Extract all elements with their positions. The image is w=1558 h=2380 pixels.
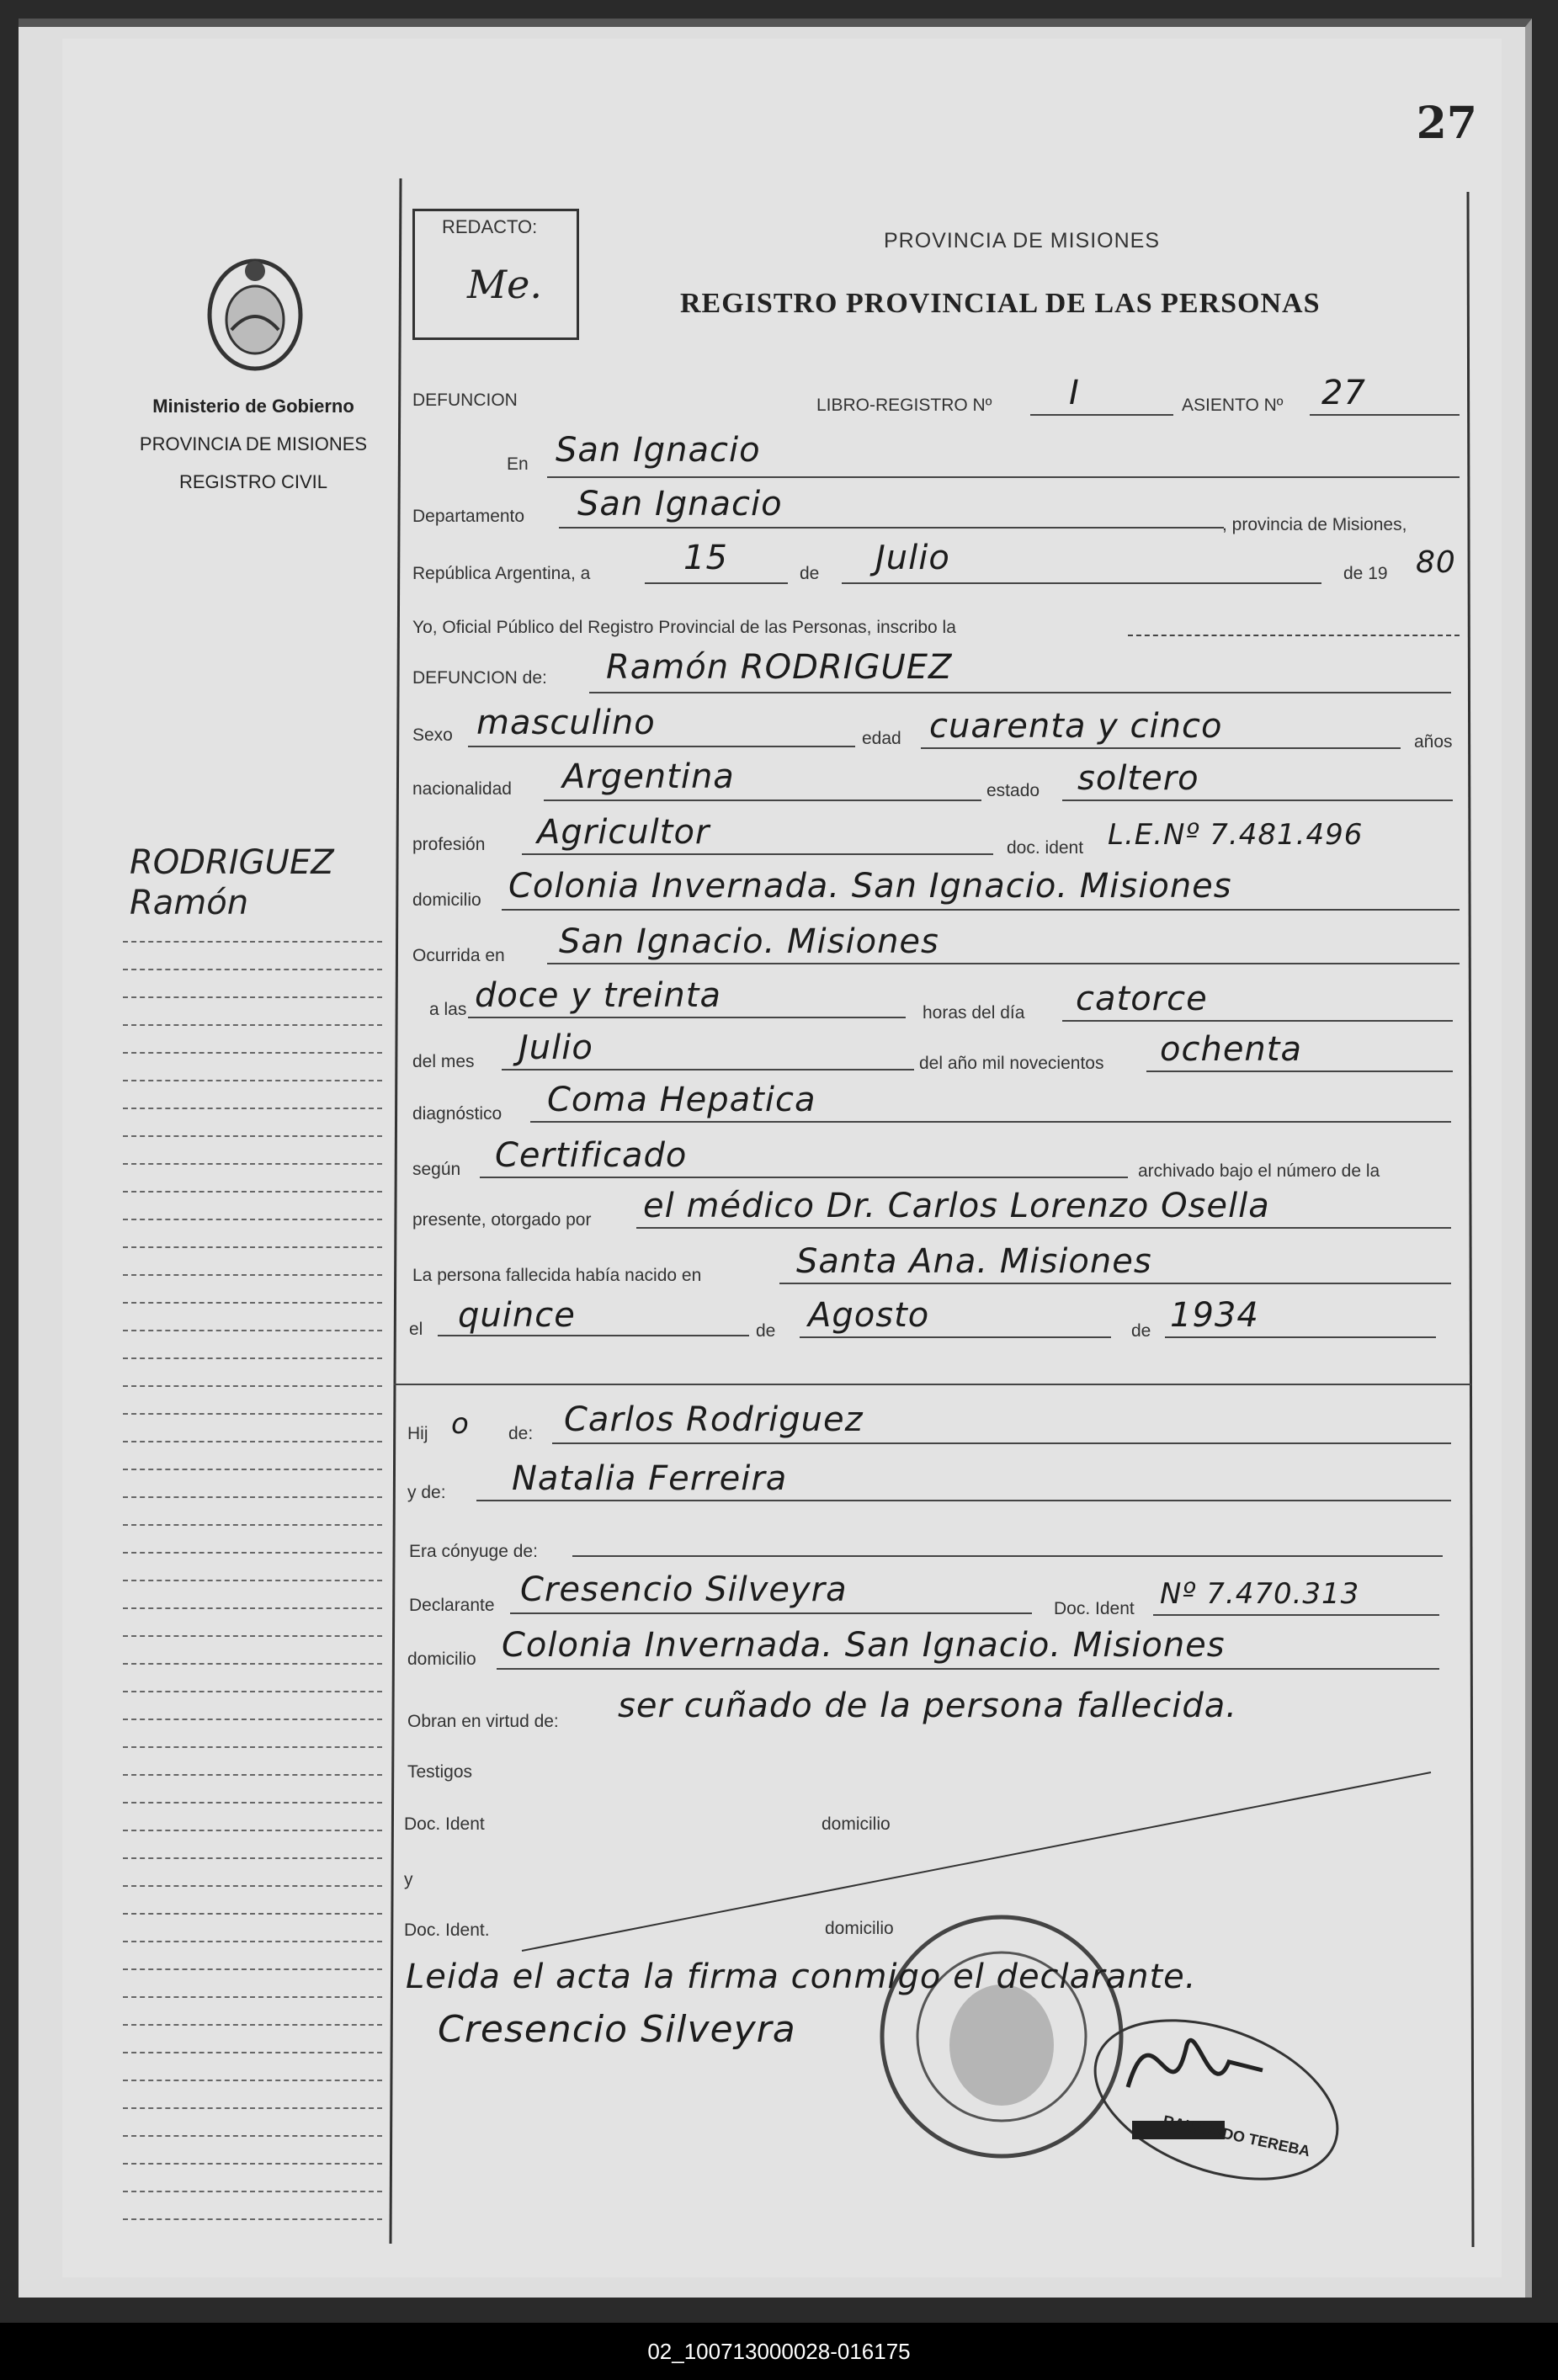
margin-rule xyxy=(123,1635,382,1637)
margin-rule xyxy=(123,2135,382,2137)
label-archivado: archivado bajo el número de la xyxy=(1138,1161,1380,1181)
margin-rule xyxy=(123,1830,382,1831)
margin-rule xyxy=(123,2163,382,2165)
value-decl-domicilio: Colonia Invernada. San Ignacio. Misiones xyxy=(502,1626,1226,1665)
ministry-registry: REGISTRO CIVIL xyxy=(178,471,328,492)
margin-rule xyxy=(123,2107,382,2109)
left-form-border xyxy=(391,178,401,2244)
value-profesion: Agricultor xyxy=(537,813,710,852)
label-de-nac: de xyxy=(756,1321,776,1341)
label-a-las: a las xyxy=(429,1000,467,1019)
label-conyuge: Era cónyuge de: xyxy=(409,1542,538,1561)
value-hij-suffix: o xyxy=(451,1407,470,1441)
margin-rule xyxy=(123,1774,382,1776)
margin-rule xyxy=(123,1191,382,1193)
label-departamento: Departamento xyxy=(412,507,525,526)
margin-rule xyxy=(123,1524,382,1526)
value-asiento: 27 xyxy=(1321,374,1366,412)
redacto-box xyxy=(412,209,579,340)
label-provincia: , provincia de Misiones, xyxy=(1222,515,1407,534)
ministry-province: PROVINCIA DE MISIONES xyxy=(139,433,368,454)
margin-rule xyxy=(123,941,382,943)
margin-rule xyxy=(123,2218,382,2220)
label-horas: horas del día xyxy=(923,1003,1025,1023)
margin-rule xyxy=(123,1274,382,1276)
value-diagnostico: Coma Hepatica xyxy=(547,1081,816,1119)
label-de: de xyxy=(800,564,820,583)
label-edad: edad xyxy=(862,729,901,748)
label-estado: estado xyxy=(986,781,1040,800)
label-anos: años xyxy=(1414,732,1453,752)
label-doc-ident3: Doc. Ident xyxy=(404,1814,485,1834)
label-y: y xyxy=(404,1870,413,1889)
margin-rule xyxy=(123,1607,382,1609)
value-dia: 15 xyxy=(683,539,728,577)
margin-rule xyxy=(123,1913,382,1915)
margin-rule xyxy=(123,1802,382,1804)
margin-rule xyxy=(123,1080,382,1081)
label-testigos: Testigos xyxy=(407,1762,473,1782)
value-mes-muerte: Julio xyxy=(518,1028,593,1067)
label-defuncion-de: DEFUNCION de: xyxy=(412,668,547,688)
value-decl-doc: Nº 7.470.313 xyxy=(1160,1577,1360,1611)
label-republica: República Argentina, a xyxy=(412,564,591,583)
margin-rule xyxy=(123,1996,382,1998)
label-del-mes: del mes xyxy=(412,1052,475,1071)
stamp-text: RAIMUNDO TEREBA xyxy=(1161,2112,1312,2160)
official-stamp xyxy=(882,1917,1121,2156)
label-domicilio: domicilio xyxy=(412,890,481,910)
margin-rule xyxy=(123,1413,382,1415)
right-form-border xyxy=(1468,192,1473,2247)
value-nac-ano: 1934 xyxy=(1170,1296,1259,1335)
label-doc-ident4: Doc. Ident. xyxy=(404,1920,490,1940)
margin-rule xyxy=(123,1857,382,1859)
margin-rule xyxy=(123,1941,382,1942)
value-dia-muerte: catorce xyxy=(1076,980,1208,1018)
margin-rule xyxy=(123,2052,382,2053)
label-domicilio2: domicilio xyxy=(407,1650,476,1669)
value-ano: 80 xyxy=(1416,545,1456,580)
label-del-ano: del año mil novecientos xyxy=(919,1054,1104,1073)
margin-rule xyxy=(123,2191,382,2192)
margin-rule xyxy=(123,1385,382,1387)
margin-rule xyxy=(123,969,382,970)
margin-rule xyxy=(123,1246,382,1248)
label-profesion: profesión xyxy=(412,835,486,854)
label-de-19: de 19 xyxy=(1343,564,1388,583)
margin-rule xyxy=(123,1663,382,1665)
label-libro: LIBRO-REGISTRO Nº xyxy=(816,396,992,415)
value-domicilio: Colonia Invernada. San Ignacio. Misiones xyxy=(508,867,1232,906)
label-y-de: y de: xyxy=(407,1483,446,1502)
official-signature xyxy=(1073,1990,1359,2209)
label-nacionalidad: nacionalidad xyxy=(412,779,512,799)
value-medico: el médico Dr. Carlos Lorenzo Osella xyxy=(643,1187,1270,1225)
margin-rule xyxy=(123,1746,382,1748)
header-province: PROVINCIA DE MISIONES xyxy=(884,229,1161,252)
value-obran: ser cuñado de la persona fallecida. xyxy=(618,1687,1237,1725)
value-madre: Natalia Ferreira xyxy=(512,1459,788,1498)
label-nacido: La persona fallecida había nacido en xyxy=(412,1266,702,1285)
margin-rule xyxy=(123,996,382,998)
label-de-padre: de: xyxy=(508,1424,534,1443)
value-nombre: Ramón RODRIGUEZ xyxy=(606,648,953,687)
header-registry: REGISTRO PROVINCIAL DE LAS PERSONAS xyxy=(680,288,1321,319)
value-doc: L.E.Nº 7.481.496 xyxy=(1108,818,1364,852)
label-yo: Yo, Oficial Público del Registro Provincial de las Personas, inscribo la xyxy=(412,618,956,637)
margin-rule xyxy=(123,1163,382,1165)
label-el: el xyxy=(409,1320,423,1339)
margin-rule xyxy=(123,1135,382,1137)
margin-given-name: Ramón xyxy=(130,884,249,922)
margin-rule xyxy=(123,1052,382,1054)
margin-rule xyxy=(123,1302,382,1304)
label-de-nac-ano: de xyxy=(1131,1321,1151,1341)
margin-rule xyxy=(123,1469,382,1470)
coat-of-arms-icon xyxy=(210,261,300,369)
margin-rule xyxy=(123,1219,382,1220)
value-estado: soltero xyxy=(1077,759,1199,798)
margin-rule xyxy=(123,1357,382,1359)
declarant-signature: Cresencio Silveyra xyxy=(438,2008,796,2051)
margin-rule xyxy=(123,1552,382,1554)
label-segun: según xyxy=(412,1160,461,1179)
value-sexo: masculino xyxy=(476,704,656,742)
value-hora: doce y treinta xyxy=(475,976,721,1015)
label-domicilio3: domicilio xyxy=(822,1814,891,1834)
void-line xyxy=(522,1772,1431,1951)
value-cierre: Leida el acta la firma conmigo el declarante. xyxy=(406,1958,1197,1996)
label-defuncion: DEFUNCION xyxy=(412,390,518,410)
label-sexo: Sexo xyxy=(412,725,453,745)
margin-surname: RODRIGUEZ xyxy=(130,843,334,882)
label-presente: presente, otorgado por xyxy=(412,1210,592,1230)
label-domicilio4: domicilio xyxy=(825,1919,894,1938)
value-ocurrida: San Ignacio. Misiones xyxy=(559,922,939,961)
label-doc-ident: doc. ident xyxy=(1007,838,1084,858)
label-en: En xyxy=(507,454,529,474)
margin-rule xyxy=(123,1968,382,1970)
page-number: 27 xyxy=(1416,98,1477,149)
value-nacido-en: Santa Ana. Misiones xyxy=(796,1242,1152,1281)
redacto-initials: Me. xyxy=(467,262,542,307)
margin-rule xyxy=(123,1691,382,1692)
label-hij: Hij xyxy=(407,1424,428,1443)
value-declarante: Cresencio Silveyra xyxy=(520,1570,848,1609)
margin-rule xyxy=(123,1441,382,1442)
margin-rule xyxy=(123,1580,382,1581)
label-declarante: Declarante xyxy=(409,1596,495,1615)
label-ocurrida: Ocurrida en xyxy=(412,946,505,965)
margin-rule xyxy=(123,1496,382,1498)
value-nac-mes: Agosto xyxy=(808,1296,930,1335)
margin-rule xyxy=(123,1719,382,1720)
label-doc-ident2: Doc. Ident xyxy=(1054,1599,1135,1618)
margin-rule xyxy=(123,1885,382,1887)
margin-rule xyxy=(123,1108,382,1109)
value-segun: Certificado xyxy=(495,1136,688,1175)
label-asiento: ASIENTO Nº xyxy=(1182,396,1284,415)
value-lugar: San Ignacio xyxy=(556,431,761,470)
margin-rule xyxy=(123,1330,382,1331)
value-padre: Carlos Rodriguez xyxy=(564,1400,864,1439)
value-libro: I xyxy=(1069,374,1080,412)
value-departamento: San Ignacio xyxy=(577,485,783,523)
ministry-name: Ministerio de Gobierno xyxy=(152,396,354,417)
value-ano-muerte: ochenta xyxy=(1160,1030,1302,1069)
footer-id: 02_100713000028-016175 xyxy=(0,2323,1558,2380)
margin-rule xyxy=(123,2024,382,2026)
value-nac-dia: quince xyxy=(458,1296,576,1335)
label-diagnostico: diagnóstico xyxy=(412,1104,502,1124)
value-mes: Julio xyxy=(875,539,950,577)
redacto-label: REDACTO: xyxy=(442,216,538,237)
value-nacionalidad: Argentina xyxy=(562,757,735,796)
value-edad: cuarenta y cinco xyxy=(929,707,1223,746)
label-obran: Obran en virtud de: xyxy=(407,1712,559,1731)
margin-rule xyxy=(123,2080,382,2081)
margin-rule xyxy=(123,1024,382,1026)
